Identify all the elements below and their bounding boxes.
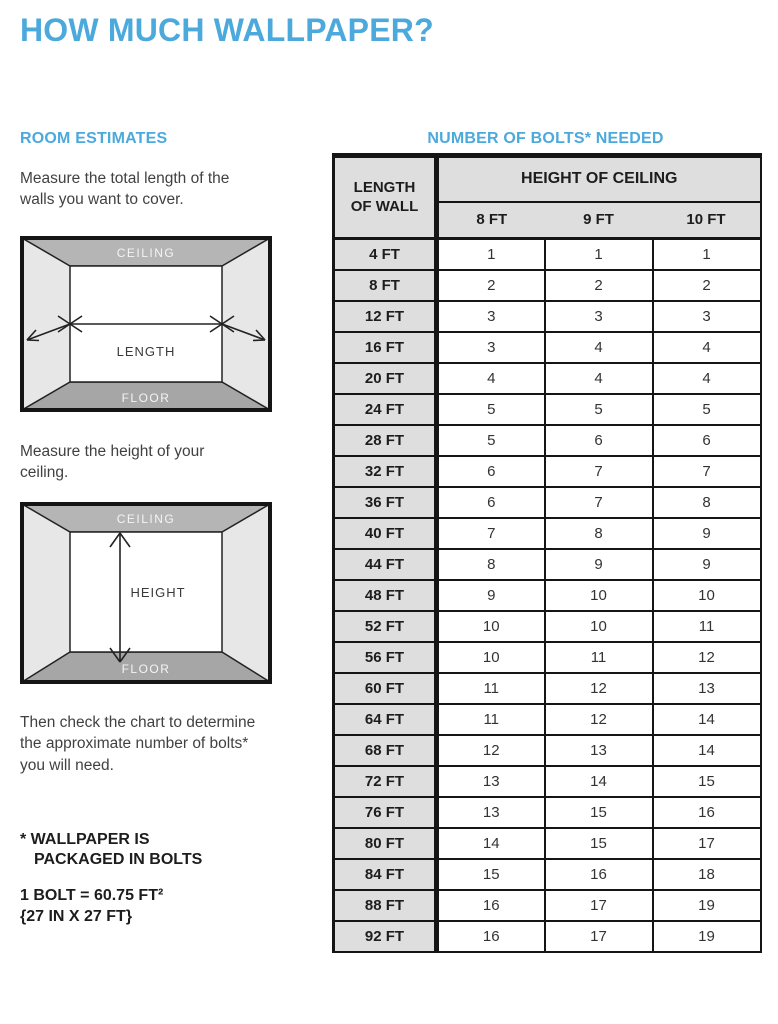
wall-length-cell: 16 FT [334, 332, 437, 363]
wall-length-cell: 60 FT [334, 673, 437, 704]
floor-label: FLOOR [121, 391, 171, 405]
bolt-count-cell: 10 [437, 611, 545, 642]
wall-length-cell: 92 FT [334, 921, 437, 952]
wall-length-cell: 88 FT [334, 890, 437, 921]
height-diagram [20, 502, 272, 684]
table-row [334, 487, 761, 518]
wall-length-cell: 44 FT [334, 549, 437, 580]
bolts-table [332, 153, 762, 953]
bolt-count-cell: 7 [437, 518, 545, 549]
bolt-count-cell: 3 [437, 301, 545, 332]
bolt-count-cell: 19 [653, 921, 761, 952]
table-row [334, 735, 761, 766]
bolt-count-cell: 10 [437, 642, 545, 673]
table-row [334, 301, 761, 332]
wall-length-cell: 20 FT [334, 363, 437, 394]
length-of-wall-header-line2: OF WALL [350, 197, 419, 215]
table-row [334, 518, 761, 549]
length-dimension-label: LENGTH [116, 344, 176, 359]
bolt-count-cell: 4 [545, 332, 653, 363]
table-row [334, 704, 761, 735]
table-row [334, 270, 761, 301]
column-header-9ft: 9 FT [545, 202, 653, 239]
step-check-chart-text: Then check the chart to determine the approximate number of bolts* you will need. [20, 714, 256, 774]
bolt-count-cell: 9 [653, 549, 761, 580]
table-row [334, 239, 761, 270]
bolts-table-body [334, 239, 761, 952]
wall-length-cell: 40 FT [334, 518, 437, 549]
bolt-count-cell: 1 [437, 239, 545, 270]
table-row [334, 425, 761, 456]
bolt-count-cell: 13 [653, 673, 761, 704]
bolt-count-cell: 6 [545, 425, 653, 456]
table-row [334, 549, 761, 580]
length-diagram [20, 236, 272, 412]
bolt-count-cell: 12 [545, 704, 653, 735]
bolt-count-cell: 3 [437, 332, 545, 363]
bolt-count-cell: 14 [437, 828, 545, 859]
footnote-line-2: PACKAGED IN BOLTS [34, 851, 203, 868]
wall-length-cell: 12 FT [334, 301, 437, 332]
bolt-count-cell: 13 [437, 766, 545, 797]
wall-length-cell: 80 FT [334, 828, 437, 859]
bolt-count-cell: 10 [545, 611, 653, 642]
bolt-count-cell: 15 [437, 859, 545, 890]
bolts-needed-heading: NUMBER OF BOLTS* NEEDED [427, 130, 664, 147]
bolt-count-cell: 5 [545, 394, 653, 425]
wall-length-cell: 48 FT [334, 580, 437, 611]
table-row [334, 859, 761, 890]
bolt-count-cell: 9 [437, 580, 545, 611]
bolt-count-cell: 9 [653, 518, 761, 549]
height-dimension-label: HEIGHT [130, 585, 186, 600]
bolt-count-cell: 17 [545, 890, 653, 921]
room-estimates-heading: ROOM ESTIMATES [20, 130, 168, 147]
bolt-count-cell: 7 [545, 487, 653, 518]
step-measure-length-text: Measure the total length of the walls you want to cover. [20, 170, 230, 209]
bolt-count-cell: 14 [653, 735, 761, 766]
bolt-count-cell: 8 [653, 487, 761, 518]
bolt-count-cell: 13 [545, 735, 653, 766]
wall-length-cell: 56 FT [334, 642, 437, 673]
wall-length-cell: 4 FT [334, 239, 437, 270]
bolt-spec-line-2: {27 IN X 27 FT} [20, 907, 133, 925]
footnote-line-1: * WALLPAPER IS [20, 831, 150, 848]
bolt-spec-line-1: 1 BOLT = 60.75 FT² [20, 887, 164, 904]
bolt-count-cell: 5 [437, 425, 545, 456]
wall-length-cell: 76 FT [334, 797, 437, 828]
bolt-count-cell: 14 [653, 704, 761, 735]
bolt-count-cell: 6 [437, 456, 545, 487]
table-row [334, 642, 761, 673]
bolt-count-cell: 17 [545, 921, 653, 952]
bolt-count-cell: 12 [545, 673, 653, 704]
wall-length-cell: 52 FT [334, 611, 437, 642]
table-row [334, 890, 761, 921]
wallpaper-bolts-footnote [20, 830, 202, 870]
wall-length-cell: 8 FT [334, 270, 437, 301]
bolt-count-cell: 12 [437, 735, 545, 766]
bolt-count-cell: 16 [653, 797, 761, 828]
bolt-count-cell: 4 [437, 363, 545, 394]
page-title: HOW MUCH WALLPAPER? [20, 12, 434, 48]
column-header-10ft: 10 FT [653, 202, 761, 239]
bolt-count-cell: 4 [545, 363, 653, 394]
bolt-count-cell: 7 [545, 456, 653, 487]
wall-length-cell: 84 FT [334, 859, 437, 890]
length-of-wall-header [334, 156, 437, 239]
bolt-count-cell: 7 [653, 456, 761, 487]
bolt-count-cell: 19 [653, 890, 761, 921]
bolt-count-cell: 2 [437, 270, 545, 301]
wall-length-cell: 64 FT [334, 704, 437, 735]
wall-length-cell: 72 FT [334, 766, 437, 797]
step-measure-height-text: Measure the height of your ceiling. [20, 443, 205, 482]
bolt-count-cell: 11 [653, 611, 761, 642]
ceiling-label: CEILING [116, 512, 176, 526]
bolt-count-cell: 13 [437, 797, 545, 828]
bolt-count-cell: 8 [437, 549, 545, 580]
bolt-count-cell: 16 [437, 921, 545, 952]
bolt-count-cell: 18 [653, 859, 761, 890]
table-row [334, 332, 761, 363]
table-row [334, 580, 761, 611]
bolt-count-cell: 14 [545, 766, 653, 797]
height-of-ceiling-header: HEIGHT OF CEILING [437, 156, 761, 202]
table-row [334, 673, 761, 704]
bolt-count-cell: 3 [545, 301, 653, 332]
bolt-count-cell: 5 [653, 394, 761, 425]
bolt-count-cell: 17 [653, 828, 761, 859]
bolt-count-cell: 6 [437, 487, 545, 518]
bolt-count-cell: 15 [545, 828, 653, 859]
wall-length-cell: 24 FT [334, 394, 437, 425]
bolt-count-cell: 11 [437, 673, 545, 704]
bolt-count-cell: 10 [653, 580, 761, 611]
table-row [334, 921, 761, 952]
table-row [334, 456, 761, 487]
bolt-count-cell: 2 [653, 270, 761, 301]
ceiling-label: CEILING [116, 246, 176, 260]
table-row [334, 611, 761, 642]
bolt-count-cell: 1 [653, 239, 761, 270]
bolt-count-cell: 5 [437, 394, 545, 425]
bolt-count-cell: 2 [545, 270, 653, 301]
bolt-count-cell: 15 [545, 797, 653, 828]
bolt-count-cell: 16 [545, 859, 653, 890]
bolt-spec [20, 886, 163, 928]
floor-label: FLOOR [121, 662, 171, 676]
wall-length-cell: 28 FT [334, 425, 437, 456]
bolt-count-cell: 10 [545, 580, 653, 611]
table-row [334, 363, 761, 394]
bolt-count-cell: 11 [437, 704, 545, 735]
bolt-count-cell: 8 [545, 518, 653, 549]
column-header-8ft: 8 FT [437, 202, 545, 239]
bolt-count-cell: 1 [545, 239, 653, 270]
wall-length-cell: 32 FT [334, 456, 437, 487]
bolt-count-cell: 4 [653, 363, 761, 394]
bolt-count-cell: 12 [653, 642, 761, 673]
bolt-count-cell: 15 [653, 766, 761, 797]
table-header-row-group [334, 156, 761, 202]
bolt-count-cell: 16 [437, 890, 545, 921]
table-row [334, 828, 761, 859]
table-row [334, 394, 761, 425]
table-row [334, 797, 761, 828]
bolt-count-cell: 6 [653, 425, 761, 456]
length-of-wall-header-line1: LENGTH [353, 178, 416, 196]
bolt-count-cell: 11 [545, 642, 653, 673]
bolt-count-cell: 9 [545, 549, 653, 580]
table-row [334, 766, 761, 797]
bolt-count-cell: 4 [653, 332, 761, 363]
wall-length-cell: 68 FT [334, 735, 437, 766]
wall-length-cell: 36 FT [334, 487, 437, 518]
bolt-count-cell: 3 [653, 301, 761, 332]
